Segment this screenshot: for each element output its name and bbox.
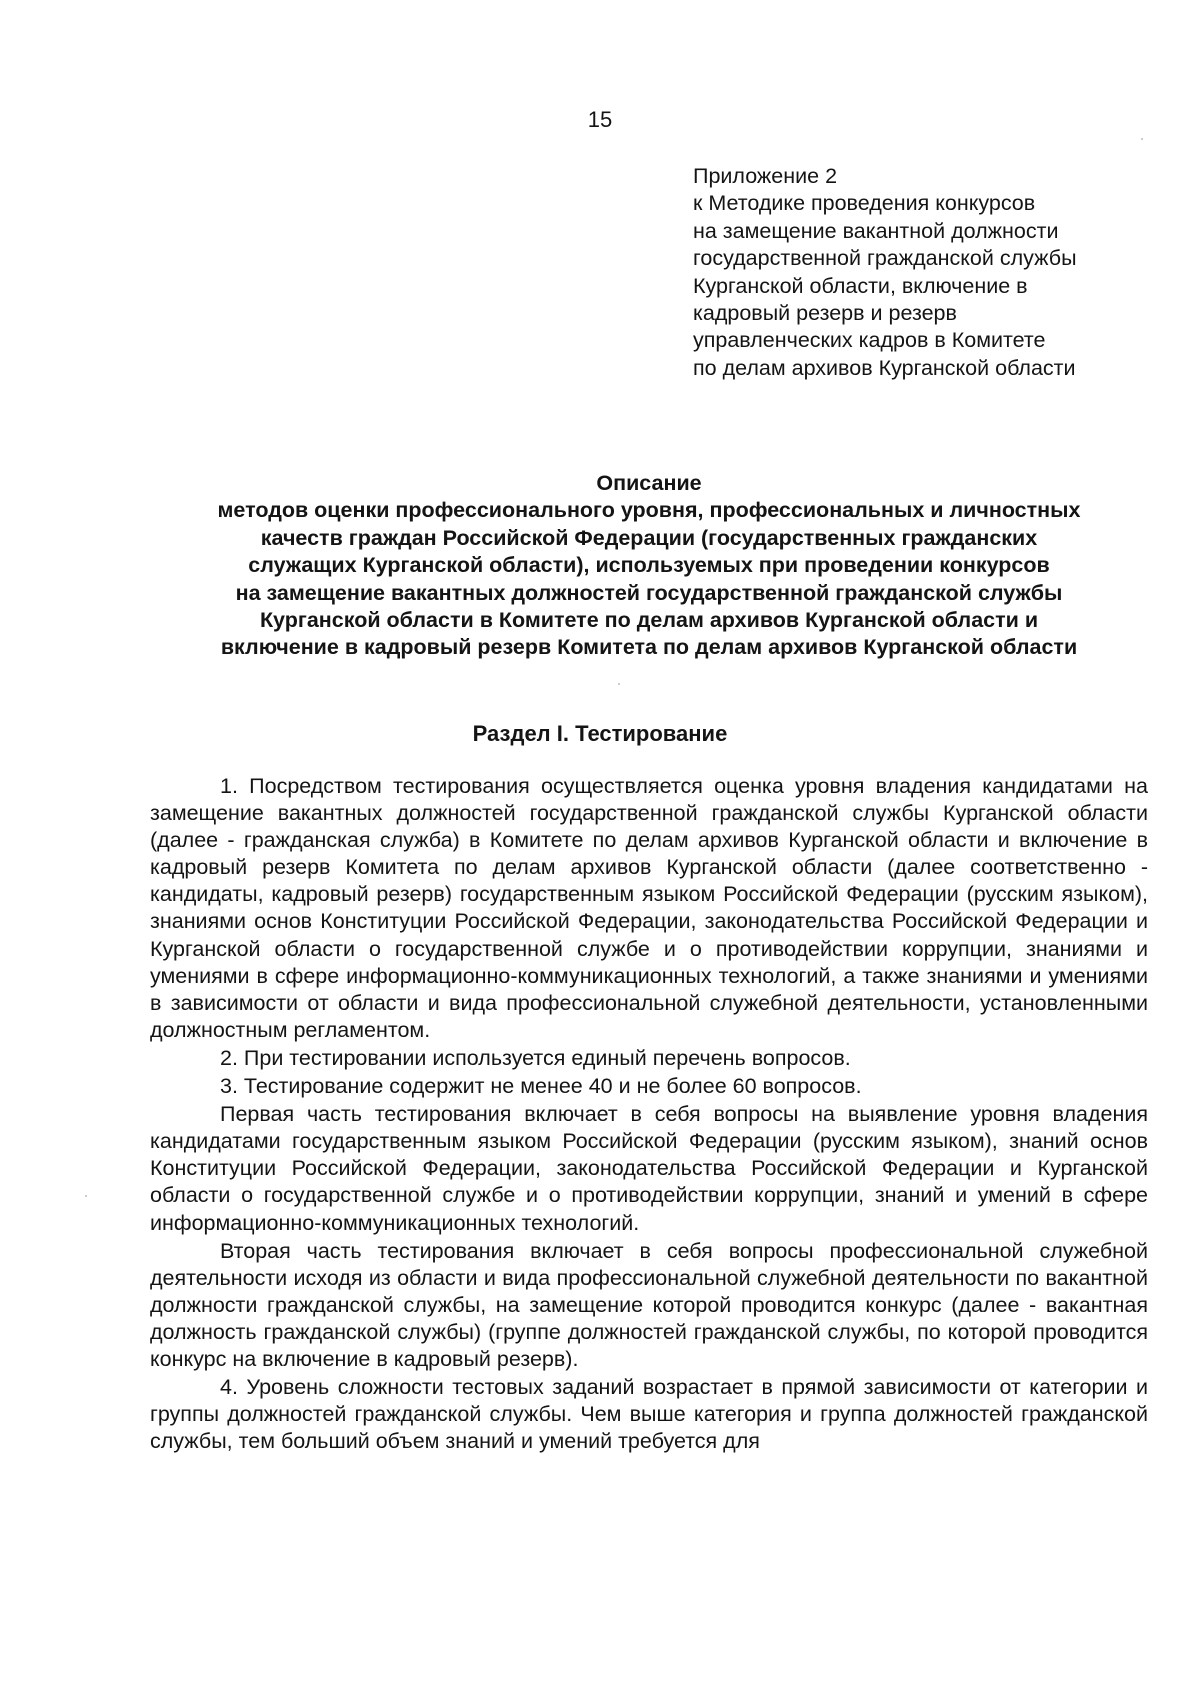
title-line: Курганской области в Комитете по делам архивов Курганской области и (259, 608, 1039, 633)
title-line: Описание (596, 471, 702, 495)
annex-line: управленческих кадров в Комитете (693, 328, 1046, 353)
paragraph: 4. Уровень сложности тестовых заданий возрастает в прямой зависимости от категории и группы должностей гражданской службы. Чем выше категория и группа должностей гражданской службы, тем больший объем знаний и умений требуется для (150, 1375, 1148, 1454)
title-line: включение в кадровый резерв Комитета по делам архивов Курганской области (220, 635, 1078, 660)
paragraph: Вторая часть тестирования включает в себя вопросы профессиональной служебной деятельности исходя из области и вида профессиональной служебной деятельности по вакантной должности гражданской службы, на замещение которой проводится конкурс (далее - вакантная должность гражданской службы) (группе должностей гражданской службы, по которой проводится конкурс на включение в кадровый резерв). (150, 1238, 1148, 1371)
annex-line: Приложение 2 (693, 164, 838, 188)
annex-line: государственной гражданской службы (693, 246, 1077, 271)
title-line: качеств граждан Российской Федерации (государственных гражданских (260, 525, 1038, 550)
annex-line: на замещение вакантной должности (693, 218, 1059, 243)
paragraph: Первая часть тестирования включает в себя вопросы на выявление уровня владения кандидатами государственным языком Российской Федерации (русским языком), знаний основ Конституции Российской Федерации, законодательства Российской Федерации и Курганской области о государственной службе и о противодействии коррупции, знаний и умений в сфере информационно-коммуникационных технологий. (150, 1102, 1148, 1235)
scan-speck (1141, 138, 1143, 140)
document-title (150, 470, 1148, 662)
title-line: на замещение вакантных должностей государственной гражданской службы (235, 580, 1063, 605)
annex-line: к Методике проведения конкурсов (693, 191, 1036, 216)
title-line: методов оценки профессионального уровня, профессиональных и личностных (217, 498, 1081, 523)
page-number: 15 (587, 107, 613, 132)
annex-line: Курганской области, включение в (693, 273, 1028, 298)
scan-speck (618, 683, 620, 685)
annex-line: по делам архивов Курганской области (693, 355, 1076, 380)
scan-speck (85, 1195, 87, 1197)
annex-block (693, 163, 1173, 382)
section-heading: Раздел I. Тестирование (472, 721, 728, 746)
paragraph: 3. Тестирование содержит не менее 40 и не более 60 вопросов. (220, 1074, 862, 1099)
title-line: служащих Курганской области), используемых при проведении конкурсов (248, 553, 1050, 578)
paragraph: 2. При тестировании используется единый перечень вопросов. (220, 1045, 851, 1070)
paragraph: 1. Посредством тестирования осуществляется оценка уровня владения кандидатами на замещение вакантных должностей государственной гражданской службы Курганской области (далее - гражданская служба) в Комитете по делам архивов Курганской области и включение в кадровый резерв Комитета по делам архивов Курганской области (далее соответственно - кандидаты, кадровый резерв) государственным языком Российской Федерации (русским языком), знаниями основ Конституции Российской Федерации, законодательства Российской Федерации и Курганской области о государственной службе и о противодействии коррупции, знаниями и умениями в сфере информационно-коммуникационных технологий, а также знаниями и умениями в зависимости от области и вида профессиональной служебной деятельности, установленными должностным регламентом. (150, 774, 1148, 1042)
annex-line: кадровый резерв и резерв (693, 301, 957, 326)
body-text (150, 773, 1148, 1456)
